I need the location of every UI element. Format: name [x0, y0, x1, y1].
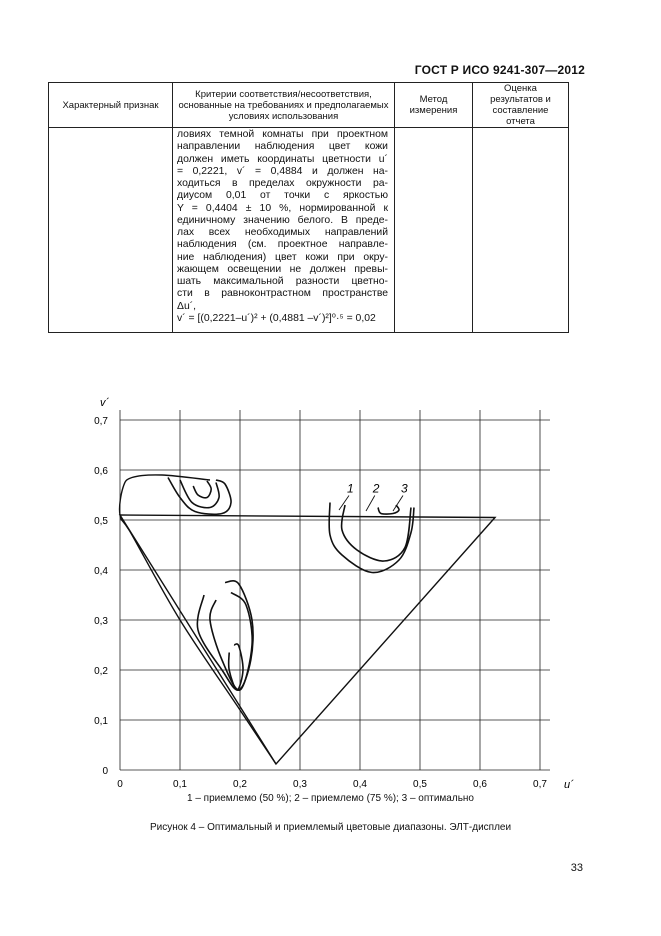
criteria-line: должен иметь координаты цветности u´	[177, 153, 388, 165]
y-axis-label: v´	[100, 397, 110, 409]
header-criteria: Критерии соответствия/несоответствия, основанные на требованиях и предполагаемых условиях использования	[173, 83, 395, 128]
document-code: ГОСТ Р ИСО 9241-307—2012	[414, 63, 585, 77]
x-tick-label: 0,4	[353, 779, 367, 790]
criteria-line: ловиях темной комнаты при проектном	[177, 129, 388, 140]
chart-svg	[80, 335, 580, 795]
table-header-row	[49, 83, 569, 128]
x-tick-label: 0,5	[413, 779, 427, 790]
criteria-text	[173, 128, 394, 325]
criteria-line: диусом 0,01 от точки с яркостью	[177, 190, 388, 202]
criteria-line: шать максимальной разности цветно-	[177, 276, 388, 287]
series-label: 3	[401, 481, 408, 496]
criteria-line: направлении наблюдения цвет кожи	[177, 141, 388, 153]
header-method: Метод измерения	[395, 83, 473, 128]
y-tick-label: 0,7	[94, 416, 108, 427]
x-tick-label: 0,2	[233, 779, 247, 790]
header-feature: Характерный признак	[49, 83, 173, 128]
chart-legend: 1 – приемлемо (50 %); 2 – приемлемо (75 %); 3 – оптимально	[187, 793, 474, 804]
criteria-line: Y = 0,4404 ± 10 %, нормированной к	[177, 202, 388, 214]
cell-criteria	[173, 128, 395, 333]
y-tick-label: 0,3	[94, 616, 108, 627]
cell-method	[395, 128, 473, 333]
criteria-line: v´ = [(0,2221–u´)² + (0,4881 –v´)²]⁰·⁵ = 0,02	[177, 312, 376, 324]
series-label: 2	[372, 481, 380, 496]
contour-series-3	[193, 481, 211, 498]
header-evaluation: Оценка результатов и составление отчета	[473, 83, 569, 128]
y-tick-label: 0,1	[94, 716, 108, 727]
x-tick-label: 0,6	[473, 779, 487, 790]
criteria-line: сти в равноконтрастном пространстве	[177, 288, 388, 300]
criteria-line: наблюдения (см. проектное направле-	[177, 239, 388, 251]
cell-feature	[49, 128, 173, 333]
contour-series-1	[197, 581, 253, 690]
criteria-line: жающем освещении не должен превы-	[177, 263, 388, 275]
x-tick-label: 0,1	[173, 779, 187, 790]
y-tick-label: 0,6	[94, 466, 108, 477]
y-tick-label: 0	[102, 766, 108, 777]
criteria-line: ходиться в пределах окружности ра-	[177, 178, 388, 189]
criteria-line: Δu´,	[177, 300, 197, 312]
x-tick-label: 0,3	[293, 779, 307, 790]
criteria-line: ние наблюдения) цвет кожи при окру-	[177, 251, 388, 263]
criteria-line: единичному значению белого. В преде-	[177, 214, 388, 226]
page-number: 33	[570, 862, 583, 874]
criteria-line: = 0,2221, v´ = 0,4884 и должен на-	[177, 165, 388, 177]
contour-series-2	[341, 505, 411, 561]
x-tick-label: 0,7	[533, 779, 547, 790]
y-tick-label: 0,4	[94, 566, 108, 577]
requirements-table	[48, 82, 569, 333]
y-tick-label: 0,2	[94, 666, 108, 677]
series-label-leader	[366, 496, 375, 512]
figure-caption: Рисунок 4 – Оптимальный и приемлемый цветовые диапазоны. ЭЛТ-дисплеи	[149, 822, 512, 833]
contour-series-1	[329, 503, 414, 573]
x-tick-label: 0	[117, 779, 123, 790]
y-tick-label: 0,5	[94, 516, 108, 527]
series-label: 1	[347, 481, 354, 496]
table-row	[49, 128, 569, 333]
chromaticity-chart	[80, 335, 580, 800]
gamut-triangle	[120, 515, 495, 764]
cell-evaluation	[473, 128, 569, 333]
x-axis-label: u´	[564, 779, 574, 791]
criteria-line: лах всех необходимых направлений	[177, 227, 388, 238]
